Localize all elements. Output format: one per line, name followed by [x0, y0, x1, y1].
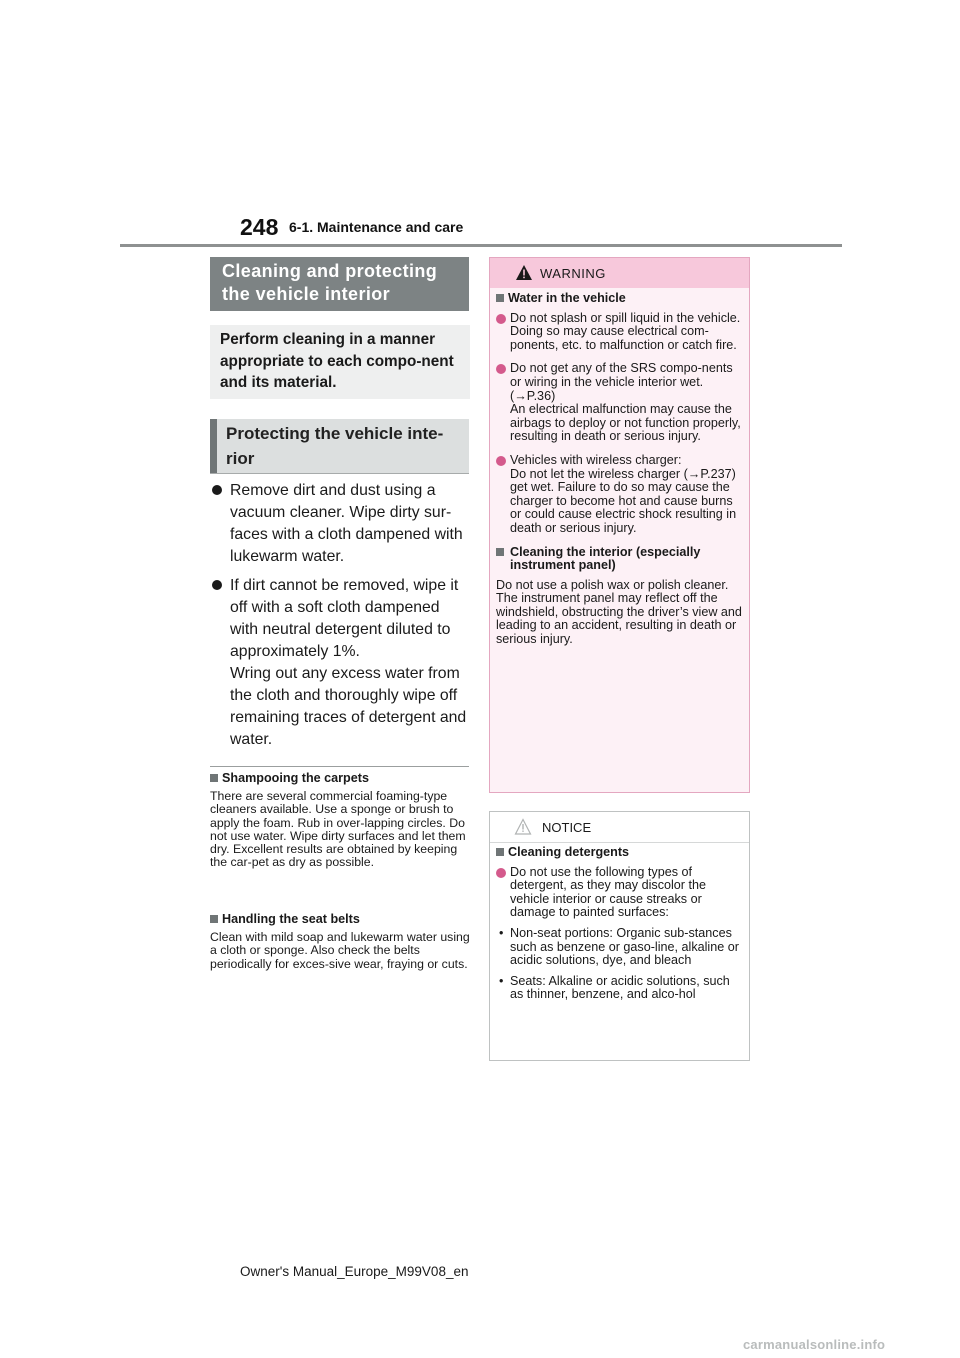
- belts-block: [210, 913, 470, 971]
- bullet-icon: [212, 485, 222, 495]
- notice-title: NOTICE: [542, 820, 592, 835]
- bullet-extra-text: Wring out any excess water from the cloth and thoroughly wipe off remaining traces of detergent and water.: [230, 665, 467, 748]
- warning-text: Do not get any of the SRS compo-nents or wiring in the vehicle interior wet. (→P.36): [510, 361, 733, 403]
- list-item: [210, 575, 470, 751]
- bullet-icon: [496, 868, 506, 878]
- bullet-list: [210, 480, 470, 758]
- header-rule: [120, 244, 842, 247]
- warning-text: An electrical malfunction may cause the airbags to deploy or not function properly, resulting in death or serious injury.: [510, 402, 741, 444]
- list-item: [496, 454, 744, 536]
- section-heading: Cleaning and protecting the vehicle interior: [210, 257, 469, 311]
- warning-text: Vehicles with wireless charger:: [510, 452, 682, 467]
- warning-text: Do not let the wireless charger (→P.237) get wet. Failure to do so may cause the charger to become hot and cause burns or could cause electric shock resulting in death or serious injury.: [510, 466, 737, 535]
- notice-text: Do not use the following types of detergent, as they may discolor the vehicle interior or cause streaks or damage to painted surfaces:: [510, 864, 707, 920]
- list-item: [496, 362, 744, 444]
- subheading-text: Protecting the vehicle inte-rior: [226, 424, 444, 468]
- belts-heading: Handling the seat belts: [210, 913, 470, 926]
- list-item: [496, 866, 744, 920]
- warning-subheading: Cleaning the interior (especially instrument panel): [496, 546, 744, 573]
- warning-box: [489, 257, 750, 793]
- notice-header: [490, 812, 749, 843]
- square-bullet-icon: [496, 548, 504, 556]
- notice-body: [496, 846, 744, 1009]
- divider: [210, 766, 469, 767]
- notice-text: Seats: Alkaline or acidic solutions, such as thinner, benzene, and alco-hol: [510, 973, 730, 1002]
- square-bullet-icon: [496, 848, 504, 856]
- belts-text: Clean with mild soap and lukewarm water using a cloth or sponge. Also check the belts periodically for exces-sive wear, fraying or cuts.: [210, 930, 470, 971]
- warning-triangle-icon: [515, 264, 533, 281]
- bullet-text: Remove dirt and dust using a vacuum cleaner. Wipe dirty sur-faces with a cloth dampened with lukewarm water.: [230, 482, 463, 565]
- bullet-icon: [212, 580, 222, 590]
- subheading-bar: [210, 419, 217, 473]
- watermark: carmanualsonline.info: [743, 1337, 886, 1352]
- carpets-text: There are several commercial foaming-type cleaners available. Use a sponge or brush to apply the foam. Rub in over-lapping circles. Do not use water. Wipe dirty surfaces and let them dry. Excellent results are obtained by keeping the car-pet as dry as possible.: [210, 789, 466, 870]
- square-bullet-icon: [210, 915, 218, 923]
- list-item: [496, 927, 744, 968]
- warning-body: [496, 292, 744, 653]
- footer-text: Owner's Manual_Europe_M99V08_en: [240, 1264, 469, 1279]
- bullet-icon: [496, 364, 506, 374]
- notice-text: Non-seat portions: Organic sub-stances such as benzene or gaso-line, alkaline or acidic solutions, dye, and bleach: [510, 925, 739, 968]
- square-bullet-icon: [496, 294, 504, 302]
- warning-text: Do not splash or spill liquid in the vehicle.: [510, 310, 741, 325]
- warning-subheading: Water in the vehicle: [496, 292, 744, 306]
- warning-text: Do not use a polish wax or polish cleaner. The instrument panel may reflect off the windshield, obstructing the driver’s view and leading to an accident, resulting in death or serious injury.: [496, 577, 742, 647]
- dot-bullet-icon: •: [499, 973, 504, 988]
- section-title: 6-1. Maintenance and care: [289, 219, 464, 235]
- intro-box: Perform cleaning in a manner appropriate to each compo-nent and its material.: [210, 325, 470, 399]
- carpets-heading: Shampooing the carpets: [210, 772, 470, 785]
- notice-box: [489, 811, 750, 1061]
- bullet-text: If dirt cannot be removed, wipe it off with a soft cloth dampened with neutral detergent diluted to approximately 1%.: [230, 577, 459, 660]
- bullet-icon: [496, 456, 506, 466]
- list-item: [210, 480, 470, 568]
- bullet-icon: [496, 314, 506, 324]
- warning-header: [490, 258, 749, 288]
- notice-triangle-icon: [514, 818, 532, 835]
- page-number: 248: [240, 214, 279, 240]
- notice-subheading: Cleaning detergents: [496, 846, 744, 860]
- list-item: [496, 975, 744, 1002]
- subheading-box: [210, 419, 469, 474]
- square-bullet-icon: [210, 774, 218, 782]
- list-item: [496, 312, 744, 353]
- warning-title: WARNING: [540, 266, 606, 281]
- dot-bullet-icon: •: [499, 925, 504, 940]
- carpets-block: [210, 772, 470, 869]
- warning-text: Doing so may cause electrical com-ponents, etc. to malfunction or catch fire.: [510, 324, 737, 352]
